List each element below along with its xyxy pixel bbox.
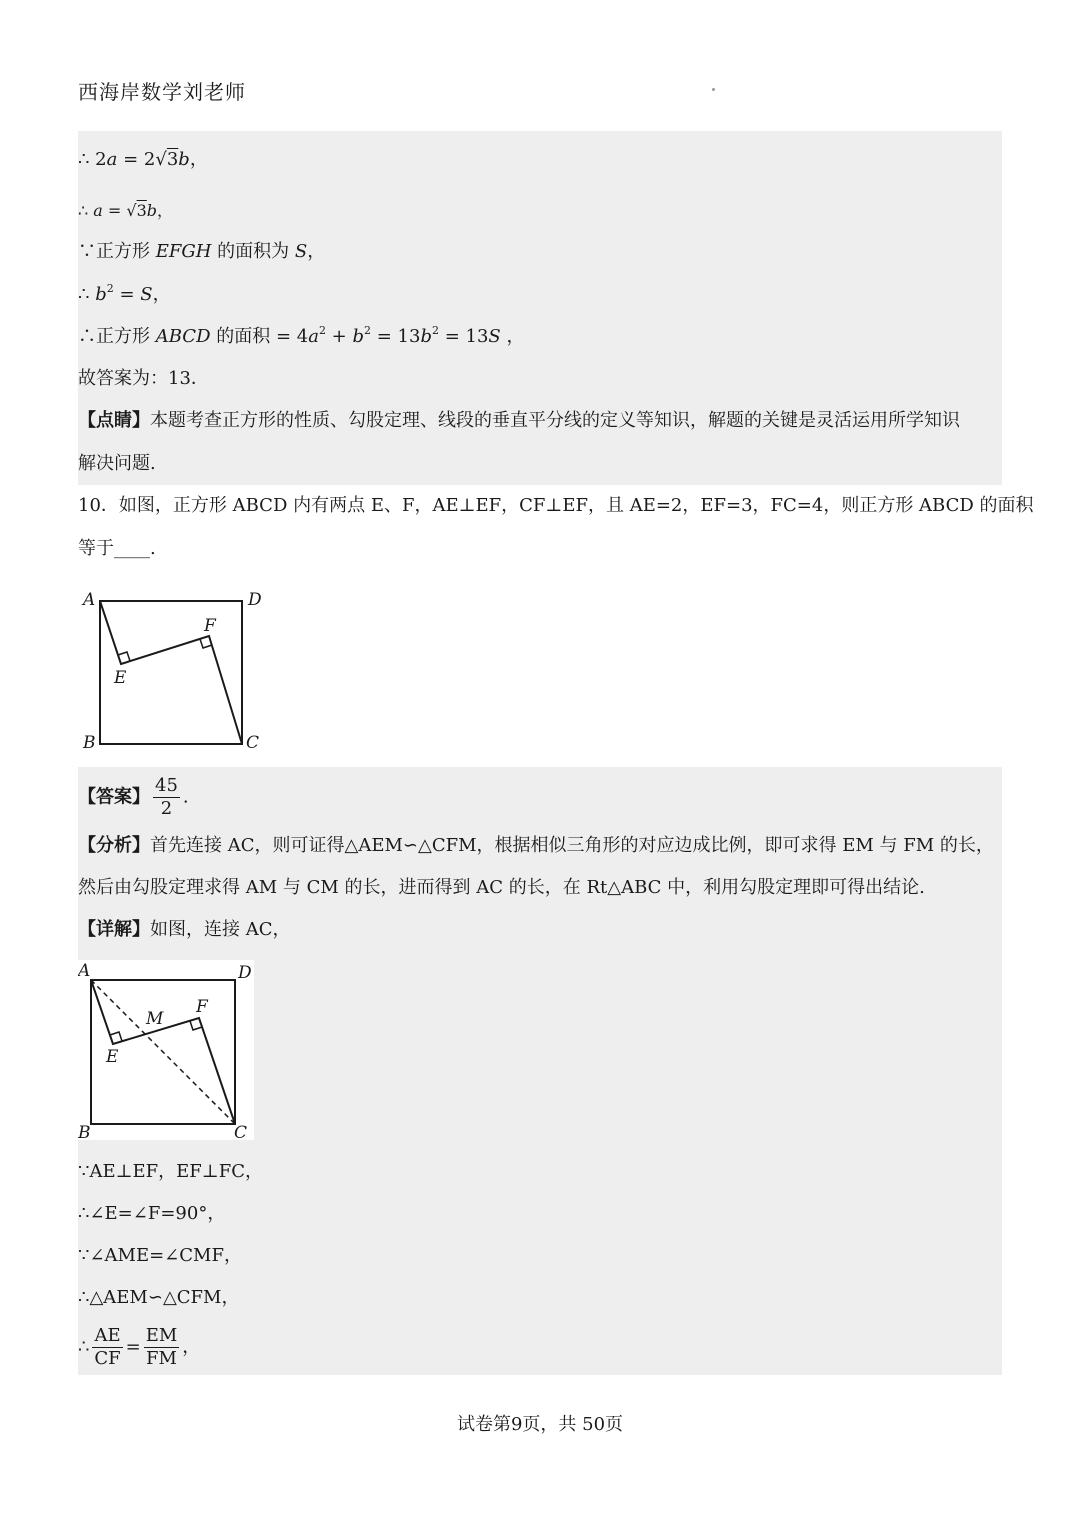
label-a: A	[78, 961, 91, 981]
answer-fraction: $\frac{45}{2}$	[155, 775, 178, 819]
previous-answer: 故答案为：13．	[78, 368, 209, 389]
step-5-fraction-line: ∴ $\frac{AE}{CF}$ = $\frac{EM}{FM}$ ，	[78, 1325, 201, 1369]
label-a: A	[83, 590, 96, 610]
comment-line-2: 解决问题.	[78, 453, 156, 474]
answer-line: 【答案】 $\frac{45}{2}$ .	[78, 775, 189, 819]
label-b: B	[78, 1123, 91, 1143]
question-10-line-2: 等于____.	[78, 538, 156, 559]
label-d: D	[248, 590, 262, 610]
label-c: C	[234, 1123, 248, 1143]
solution-line-5: ∴正方形 ABCD 的面积 = $4a^2 + b^2 = 13b^2 = 13S$ ，	[78, 324, 525, 347]
fraction-em-fm: $\frac{EM}{FM}$	[145, 1325, 178, 1369]
solution-line-2: ∴ a = √3b，	[78, 201, 174, 220]
label-f: F	[196, 997, 208, 1017]
label-e: E	[114, 668, 127, 688]
label-d: D	[238, 963, 252, 983]
label-c: C	[246, 733, 260, 753]
decorative-dot	[712, 88, 715, 91]
figure-square-abcd-with-ac	[78, 960, 268, 1145]
solution-line-4: ∴ $b^2 = S$，	[78, 282, 171, 305]
analysis-line-2: 然后由勾股定理求得 AM 与 CM 的长，进而得到 AC 的长，在 Rt△ABC 中，利用勾股定理即可得出结论.	[78, 877, 925, 898]
step-3: ∵∠AME=∠CMF，	[78, 1245, 242, 1266]
step-1: ∵AE⊥EF，EF⊥FC，	[78, 1161, 263, 1182]
label-m: M	[146, 1009, 164, 1029]
label-b: B	[83, 733, 96, 753]
analysis-line-1: 【分析】首先连接 AC，则可证得△AEM∽△CFM，根据相似三角形的对应边成比例，即可求得 EM 与 FM 的长，	[78, 835, 994, 856]
page-header-title: 西海岸数学刘老师	[78, 80, 246, 104]
label-f: F	[204, 616, 216, 636]
figure-background	[78, 960, 254, 1140]
page-footer: 试卷第9页，共 50页	[456, 1414, 624, 1435]
step-2: ∴∠E=∠F=90°，	[78, 1203, 226, 1224]
label-e: E	[106, 1047, 119, 1067]
question-10-line-1: 10．如图，正方形 ABCD 内有两点 E、F，AE⊥EF，CF⊥EF，且 AE=2，EF=3，FC=4，则正方形 ABCD 的面积	[78, 495, 1034, 516]
figure-square-abcd	[78, 585, 278, 755]
detail-line: 【详解】如图，连接 AC，	[78, 919, 291, 940]
fraction-ae-cf: $\frac{AE}{CF}$	[94, 1325, 121, 1369]
solution-line-1: ∴ 2a = 2√3b，	[78, 149, 208, 170]
solution-line-3: ∵正方形 EFGH 的面积为 S，	[78, 241, 326, 262]
step-4: ∴△AEM∽△CFM，	[78, 1287, 240, 1308]
comment-line-1: 【点睛】本题考查正方形的性质、勾股定理、线段的垂直平分线的定义等知识，解题的关键是灵活运用所学知识	[78, 410, 960, 431]
